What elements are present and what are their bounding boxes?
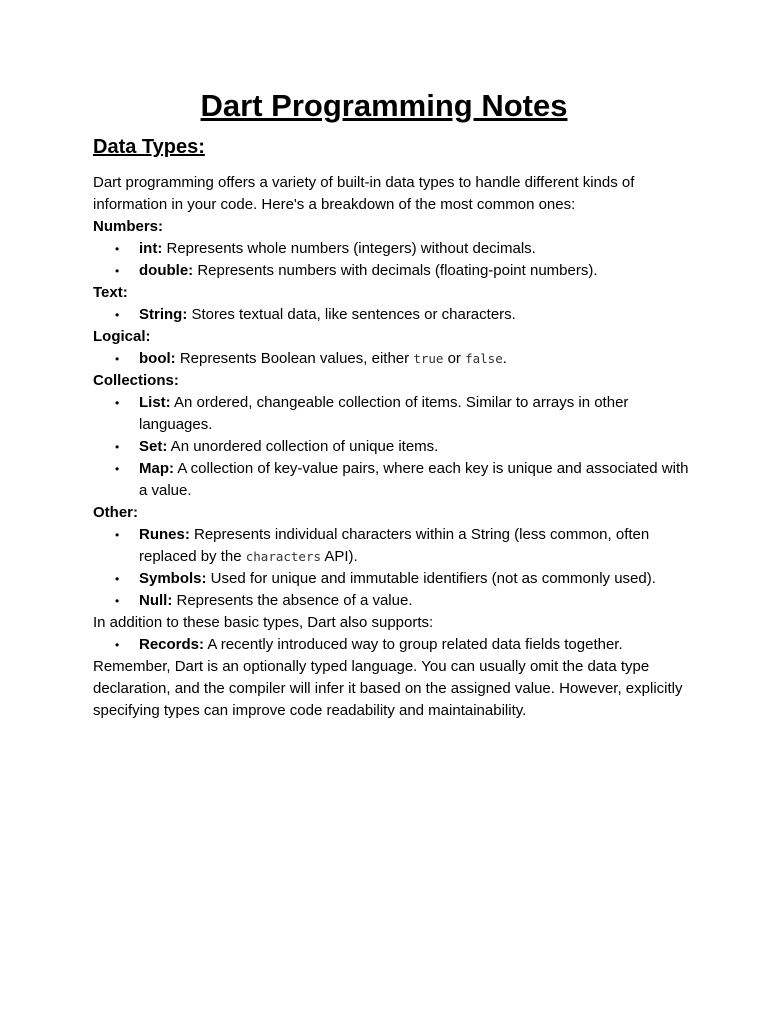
group-label-numbers: Numbers: (93, 218, 164, 235)
term-list: List: (139, 394, 171, 411)
group-label-collections: Collections: (93, 372, 179, 389)
bullet-icon: • (115, 352, 120, 366)
desc-runes-end: API). (321, 548, 358, 565)
desc-bool: Represents Boolean values, either (175, 350, 414, 367)
bullet-icon: • (115, 594, 120, 608)
bullet-icon: • (115, 528, 120, 542)
list-item-map (93, 458, 693, 502)
logical-list (93, 348, 693, 370)
desc-double: Represents numbers with decimals (floating-point numbers). (193, 262, 598, 279)
list-item-list (93, 392, 693, 436)
bullet-icon: • (115, 440, 120, 454)
list-item-null (93, 590, 693, 612)
group-label-text: Text: (93, 284, 128, 301)
term-records: Records: (139, 636, 205, 653)
list-item-symbols (93, 568, 693, 590)
numbers-list (93, 238, 693, 282)
desc-int: Represents whole numbers (integers) without decimals. (162, 240, 536, 257)
term-runes: Runes: (139, 526, 190, 543)
addition-paragraph: In addition to these basic types, Dart also supports: (93, 614, 434, 631)
page-title: Dart Programming Notes (200, 88, 568, 123)
term-bool: bool: (139, 350, 176, 367)
bullet-icon: • (115, 264, 120, 278)
group-label-other: Other: (93, 504, 138, 521)
bullet-icon: • (115, 308, 120, 322)
period: . (502, 350, 507, 367)
code-characters: characters (245, 549, 322, 564)
term-map: Map: (139, 460, 174, 477)
term-null: Null: (139, 592, 173, 609)
closing-paragraph: Remember, Dart is an optionally typed language. You can usually omit the data type declaration, and the compiler will infer it based on the assigned value. However, explicitly specifying types can improve code readability and maintainability. (93, 658, 683, 719)
desc-symbols: Used for unique and immutable identifiers (not as commonly used). (206, 570, 656, 587)
list-item-int (93, 238, 693, 260)
term-symbols: Symbols: (139, 570, 207, 587)
other-list (93, 524, 693, 612)
desc-string: Stores textual data, like sentences or characters. (187, 306, 516, 323)
list-item-set (93, 436, 693, 458)
term-set: Set: (139, 438, 168, 455)
list-item-records (93, 634, 693, 656)
desc-set: An unordered collection of unique items. (167, 438, 439, 455)
term-double: double: (139, 262, 194, 279)
bullet-icon: • (115, 242, 120, 256)
intro-paragraph: Dart programming offers a variety of built-in data types to handle different kinds of information in your code. Here's a breakdown of the most common ones: (93, 174, 635, 213)
text-list (93, 304, 693, 326)
bullet-icon: • (115, 396, 120, 410)
desc-records: A recently introduced way to group related data fields together. (204, 636, 623, 653)
code-false: false (465, 351, 503, 366)
document-page (93, 86, 693, 722)
or-word: or (443, 350, 466, 367)
term-string: String: (139, 306, 188, 323)
list-item-double (93, 260, 693, 282)
term-int: int: (139, 240, 163, 257)
bullet-icon: • (115, 572, 120, 586)
collections-list (93, 392, 693, 502)
addition-list (93, 634, 693, 656)
code-true: true (413, 351, 444, 366)
section-heading-data-types: Data Types: (93, 136, 205, 158)
desc-map: A collection of key-value pairs, where each key is unique and associated with a value. (139, 460, 689, 499)
bullet-icon: • (115, 638, 120, 652)
desc-runes: Represents individual characters within a String (less common, often replaced by the (139, 526, 650, 565)
desc-null: Represents the absence of a value. (172, 592, 413, 609)
list-item-bool (93, 348, 693, 370)
bullet-icon: • (115, 462, 120, 476)
list-item-string (93, 304, 693, 326)
desc-list: An ordered, changeable collection of items. Similar to arrays in other languages. (139, 394, 629, 433)
group-label-logical: Logical: (93, 328, 151, 345)
list-item-runes (93, 524, 693, 568)
